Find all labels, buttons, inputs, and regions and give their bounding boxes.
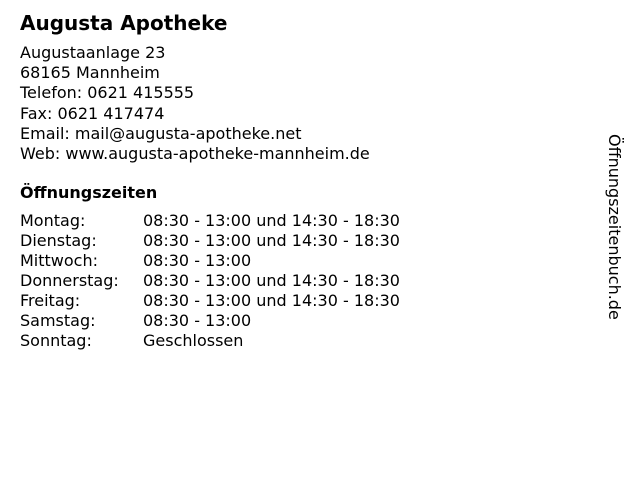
street-address: Augustaanlage 23: [20, 43, 166, 62]
hours-row-sonntag: [20, 331, 600, 351]
opening-time: Geschlossen: [143, 331, 244, 351]
weekday-label: Dienstag:: [20, 231, 97, 251]
hours-row-montag: [20, 211, 600, 231]
hours-row-donnerstag: [20, 271, 600, 291]
website-address: Web: www.augusta-apotheke-mannheim.de: [20, 144, 370, 164]
opening-time: 08:30 - 13:00 und 14:30 - 18:30: [143, 271, 400, 291]
weekday-label: Mittwoch:: [20, 251, 98, 271]
weekday-label: Montag:: [20, 211, 86, 231]
postal-city: 68165 Mannheim: [20, 63, 160, 83]
hours-row-dienstag: [20, 231, 600, 251]
opening-time: 08:30 - 13:00 und 14:30 - 18:30: [143, 211, 400, 231]
weekday-label: Sonntag:: [20, 331, 92, 351]
opening-hours-title: Öffnungszeiten: [20, 183, 158, 203]
opening-hours-table: [20, 211, 600, 351]
phone-number: Telefon: 0621 415555: [20, 83, 195, 103]
weekday-label: Samstag:: [20, 311, 96, 331]
hours-row-freitag: [20, 291, 600, 311]
email-address: Email: mail@augusta-apotheke.net: [20, 123, 302, 143]
pharmacy-info-card: [20, 10, 600, 351]
opening-time: 08:30 - 13:00: [143, 251, 252, 271]
address-block: [20, 43, 600, 164]
opening-time: 08:30 - 13:00 und 14:30 - 18:30: [143, 291, 400, 311]
opening-time: 08:30 - 13:00 und 14:30 - 18:30: [143, 231, 400, 251]
hours-row-samstag: [20, 311, 600, 331]
opening-time: 08:30 - 13:00: [143, 311, 252, 331]
weekday-label: Donnerstag:: [20, 271, 119, 291]
hours-row-mittwoch: [20, 251, 600, 271]
pharmacy-name: Augusta Apotheke: [20, 11, 228, 35]
weekday-label: Freitag:: [20, 291, 81, 311]
fax-number: Fax: 0621 417474: [20, 103, 165, 123]
brand-watermark-text: Öffnungszeitenbuch.de: [605, 134, 624, 320]
